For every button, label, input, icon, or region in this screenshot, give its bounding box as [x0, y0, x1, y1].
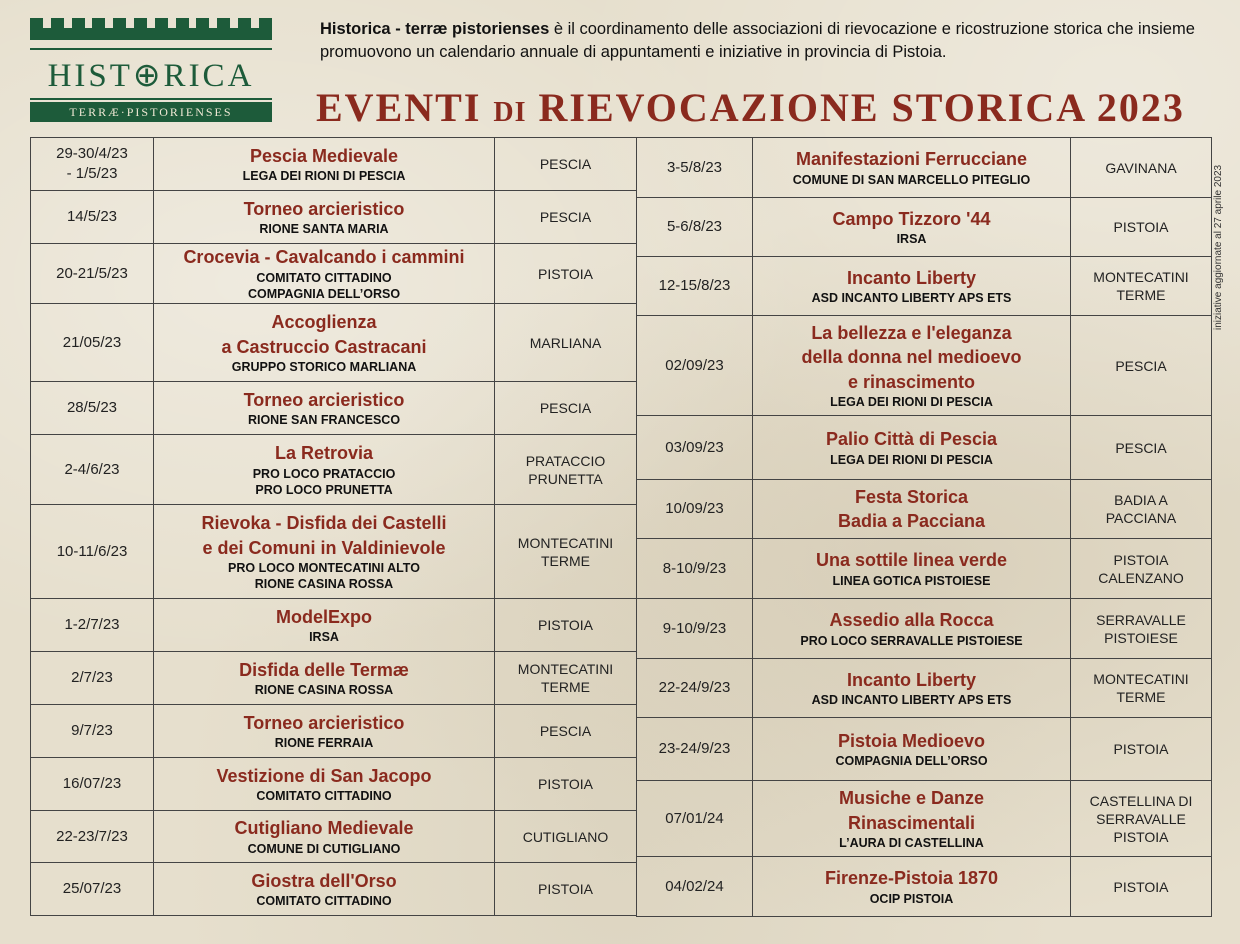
event-cell [154, 435, 495, 505]
table-row [637, 659, 1212, 718]
event-date: 20-21/5/23 [31, 244, 154, 304]
event-place: CUTIGLIANO [495, 811, 637, 863]
event-organizer: RIONE FERRAIA [274, 736, 374, 751]
table-row [637, 198, 1212, 257]
event-name: Pescia Medievale [249, 145, 399, 166]
event-date: 9/7/23 [31, 705, 154, 758]
event-organizer: LEGA DEI RIONI DI PESCIA [830, 395, 993, 410]
page-title [316, 82, 1216, 134]
table-row [31, 758, 637, 811]
event-organizer: LINEA GOTICA PISTOIESE [832, 573, 991, 588]
event-date: 02/09/23 [637, 316, 753, 416]
event-place: PESCIA [1071, 316, 1212, 416]
event-place: PESCIA [495, 138, 637, 191]
event-cell [753, 659, 1071, 718]
event-place: PISTOIA [495, 863, 637, 916]
title-part3: RIEVOCAZIONE STORICA 2023 [526, 85, 1185, 130]
event-cell [154, 191, 495, 244]
event-date: 29-30/4/23 - 1/5/23 [31, 138, 154, 191]
event-place: CASTELLINA DI SERRAVALLE PISTOIA [1071, 781, 1212, 857]
event-organizer: PRO LOCO PRATACCIO PRO LOCO PRUNETTA [252, 466, 396, 497]
event-name: Firenze-Pistoia 1870 [824, 868, 999, 889]
table-row [637, 539, 1212, 599]
title-part2: DI [493, 97, 527, 128]
event-name: Incanto Liberty [846, 267, 976, 288]
event-date: 12-15/8/23 [637, 257, 753, 316]
event-place: SERRAVALLE PISTOIESE [1071, 599, 1212, 659]
event-name: La bellezza e l'eleganza della donna nel medioevo e rinascimento [801, 322, 1022, 392]
event-place: MARLIANA [495, 304, 637, 382]
event-organizer: IRSA [896, 232, 927, 247]
battlement-icon [30, 18, 272, 40]
event-organizer: GRUPPO STORICO MARLIANA [231, 360, 417, 374]
event-cell [753, 781, 1071, 857]
event-date: 25/07/23 [31, 863, 154, 916]
event-date: 04/02/24 [637, 857, 753, 917]
logo-wordmark: HIST⊕RICA [30, 48, 272, 100]
table-row [637, 257, 1212, 316]
table-row [31, 244, 637, 304]
event-cell [753, 257, 1071, 316]
event-cell [154, 138, 495, 191]
event-date: 10/09/23 [637, 480, 753, 539]
event-cell [753, 138, 1071, 198]
event-date: 07/01/24 [637, 781, 753, 857]
event-name: Torneo arcieristico [243, 712, 405, 733]
event-cell [154, 304, 495, 382]
event-name: Rievoka - Disfida dei Castelli e dei Comuni in Valdinievole [201, 513, 447, 558]
event-name: Incanto Liberty [846, 669, 976, 690]
event-date: 14/5/23 [31, 191, 154, 244]
table-row [31, 382, 637, 435]
event-cell [154, 652, 495, 705]
historica-logo [30, 18, 272, 122]
event-place: PESCIA [495, 191, 637, 244]
event-name: Torneo arcieristico [243, 389, 405, 410]
events-table-right [636, 137, 1212, 917]
event-organizer: RIONE SANTA MARIA [259, 222, 389, 237]
event-name: Musiche e Danze Rinascimentali [838, 788, 985, 833]
event-date: 9-10/9/23 [637, 599, 753, 659]
event-cell [753, 480, 1071, 539]
event-place: PISTOIA [1071, 857, 1212, 917]
event-name: Accoglienza a Castruccio Castracani [221, 312, 427, 357]
event-date: 1-2/7/23 [31, 599, 154, 652]
event-organizer: COMITATO CITTADINO [256, 789, 392, 804]
event-date: 03/09/23 [637, 416, 753, 480]
event-organizer: RIONE CASINA ROSSA [254, 683, 394, 698]
event-place: BADIA A PACCIANA [1071, 480, 1212, 539]
update-note: iniziative aggiornate al 27 aprile 2023 [1213, 164, 1224, 330]
event-cell [753, 718, 1071, 781]
event-organizer: ASD INCANTO LIBERTY APS ETS [811, 291, 1012, 306]
event-date: 3-5/8/23 [637, 138, 753, 198]
event-cell [753, 599, 1071, 659]
event-place: PESCIA [495, 705, 637, 758]
event-date: 5-6/8/23 [637, 198, 753, 257]
event-organizer: OCIP PISTOIA [869, 891, 954, 906]
event-place: GAVINANA [1071, 138, 1212, 198]
event-place: PISTOIA [495, 244, 637, 304]
event-name: Assedio alla Rocca [829, 610, 994, 631]
event-cell [753, 416, 1071, 480]
event-place: PRATACCIO PRUNETTA [495, 435, 637, 505]
event-name: Disfida delle Termæ [239, 659, 409, 680]
event-place: MONTECATINI TERME [1071, 257, 1212, 316]
event-cell [753, 857, 1071, 917]
table-row [31, 811, 637, 863]
event-place: PISTOIA [1071, 718, 1212, 781]
event-name: La Retrovia [274, 443, 374, 464]
event-cell [753, 316, 1071, 416]
events-table-left [30, 137, 637, 916]
event-organizer: COMUNE DI SAN MARCELLO PITEGLIO [792, 172, 1031, 187]
event-cell [753, 198, 1071, 257]
event-organizer: PRO LOCO SERRAVALLE PISTOIESE [800, 633, 1023, 648]
event-organizer: LEGA DEI RIONI DI PESCIA [242, 169, 406, 184]
event-name: Campo Tizzoro '44 [832, 208, 991, 229]
event-organizer: COMITATO CITTADINO COMPAGNIA DELL’ORSO [247, 270, 401, 301]
event-organizer: PRO LOCO MONTECATINI ALTO RIONE CASINA ROSSA [228, 561, 420, 591]
event-name: Giostra dell'Orso [251, 870, 397, 891]
table-row [637, 599, 1212, 659]
event-name: Cutigliano Medievale [234, 818, 414, 839]
table-row [637, 857, 1212, 917]
table-row [637, 416, 1212, 480]
event-date: 2-4/6/23 [31, 435, 154, 505]
logo-subtitle: TERRÆ·PISTORIENSES [30, 102, 272, 122]
table-row [31, 304, 637, 382]
event-cell [154, 505, 495, 599]
event-date: 16/07/23 [31, 758, 154, 811]
event-name: Una sottile linea verde [815, 550, 1008, 571]
event-cell [154, 811, 495, 863]
event-place: MONTECATINI TERME [495, 652, 637, 705]
table-row [637, 316, 1212, 416]
event-place: PISTOIA [1071, 198, 1212, 257]
event-cell [154, 863, 495, 916]
event-date: 8-10/9/23 [637, 539, 753, 599]
table-row [31, 138, 637, 191]
event-name: Festa Storica Badia a Pacciana [837, 486, 986, 531]
table-row [31, 652, 637, 705]
event-date: 23-24/9/23 [637, 718, 753, 781]
table-row [31, 863, 637, 916]
event-date: 22-24/9/23 [637, 659, 753, 718]
event-place: PESCIA [1071, 416, 1212, 480]
event-date: 10-11/6/23 [31, 505, 154, 599]
event-organizer: COMUNE DI CUTIGLIANO [247, 841, 401, 856]
event-place: PISTOIA [495, 599, 637, 652]
table-row [31, 191, 637, 244]
event-cell [753, 539, 1071, 599]
intro-bold: Historica - terræ pistorienses [320, 20, 550, 38]
event-place: MONTECATINI TERME [495, 505, 637, 599]
event-date: 21/05/23 [31, 304, 154, 382]
event-name: Manifestazioni Ferrucciane [795, 149, 1028, 170]
event-cell [154, 382, 495, 435]
event-place: PISTOIA [495, 758, 637, 811]
event-organizer: RIONE SAN FRANCESCO [247, 413, 401, 428]
table-row [637, 480, 1212, 539]
event-date: 2/7/23 [31, 652, 154, 705]
event-date: 28/5/23 [31, 382, 154, 435]
event-organizer: COMITATO CITTADINO [256, 894, 392, 909]
event-place: PESCIA [495, 382, 637, 435]
event-cell [154, 758, 495, 811]
event-date: 22-23/7/23 [31, 811, 154, 863]
table-row [31, 705, 637, 758]
event-organizer: ASD INCANTO LIBERTY APS ETS [811, 693, 1012, 708]
event-name: ModelExpo [275, 606, 372, 627]
title-part1: EVENTI [316, 85, 494, 130]
event-name: Torneo arcieristico [243, 198, 405, 219]
event-cell [154, 244, 495, 304]
intro-paragraph [320, 18, 1220, 64]
event-organizer: LEGA DEI RIONI DI PESCIA [830, 452, 993, 467]
table-row [637, 138, 1212, 198]
event-name: Vestizione di San Jacopo [216, 765, 432, 786]
table-row [31, 599, 637, 652]
event-name: Crocevia - Cavalcando i cammini [183, 247, 465, 268]
event-organizer: L’AURA DI CASTELLINA [839, 836, 984, 850]
event-cell [154, 599, 495, 652]
table-row [637, 781, 1212, 857]
event-organizer: COMPAGNIA DELL’ORSO [835, 754, 988, 769]
table-row [637, 718, 1212, 781]
event-place: PISTOIA CALENZANO [1071, 539, 1212, 599]
table-row [31, 435, 637, 505]
event-organizer: IRSA [309, 630, 339, 645]
table-row [31, 505, 637, 599]
intro-text: è il coordinamento delle associazioni di rievocazione e ricostruzione storica che insieme promuovono un calendario annuale di appuntamenti e iniziative in provincia di Pistoia. [320, 20, 1195, 61]
event-place: MONTECATINI TERME [1071, 659, 1212, 718]
event-name: Pistoia Medioevo [837, 730, 986, 751]
event-name: Palio Città di Pescia [825, 429, 998, 450]
event-cell [154, 705, 495, 758]
